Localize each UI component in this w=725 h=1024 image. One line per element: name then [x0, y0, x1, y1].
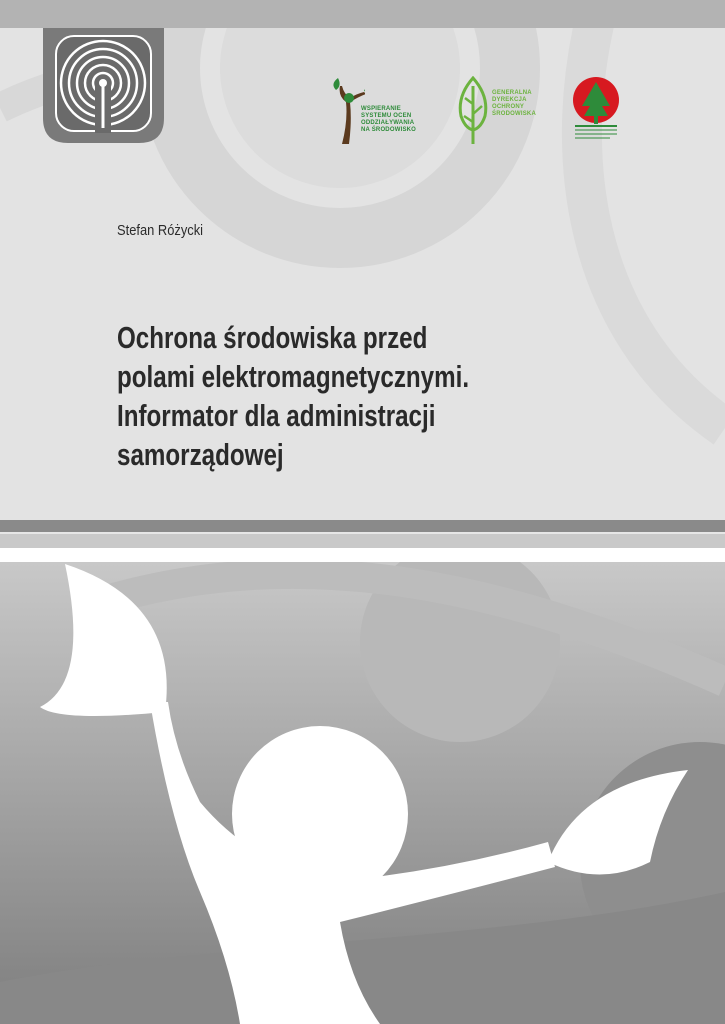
divider-stripe-white — [0, 548, 725, 562]
divider-stripe-dark — [0, 520, 725, 532]
antenna-waves-icon — [43, 28, 164, 143]
top-bar — [0, 0, 725, 28]
document-title — [117, 318, 469, 474]
logo-text-line: GENERALNA — [492, 90, 532, 96]
sprout-figure-icon — [330, 76, 365, 146]
logo-text-line: WSPIERANIE — [361, 106, 402, 112]
logo-text-line: ODDZIAŁYWANIA — [361, 120, 415, 126]
title-line: Ochrona środowiska przed — [117, 320, 428, 355]
logo-text-line: DYREKCJA — [492, 97, 527, 103]
sprout-figure-illustration — [0, 562, 725, 1024]
tree-emblem-icon — [570, 76, 622, 146]
logo-text-line: ŚRODOWISKA — [492, 111, 536, 117]
gdos-logo-text — [492, 90, 536, 118]
logo-text-line: SYSTEMU OCEN — [361, 113, 412, 119]
divider-stripe-light — [0, 534, 725, 548]
cover-lower-panel — [0, 562, 725, 1024]
title-line: samorządowej — [117, 437, 284, 472]
logo-text-line: OCHRONY — [492, 104, 525, 110]
author-name: Stefan Różycki — [117, 222, 204, 239]
title-line: Informator dla administracji — [117, 398, 436, 433]
logo-text-line: NA ŚRODOWISKO — [361, 127, 417, 133]
wspieranie-logo-text — [361, 106, 416, 134]
leaf-icon — [455, 76, 491, 146]
title-line: polami elektromagnetycznymi. — [117, 359, 470, 394]
